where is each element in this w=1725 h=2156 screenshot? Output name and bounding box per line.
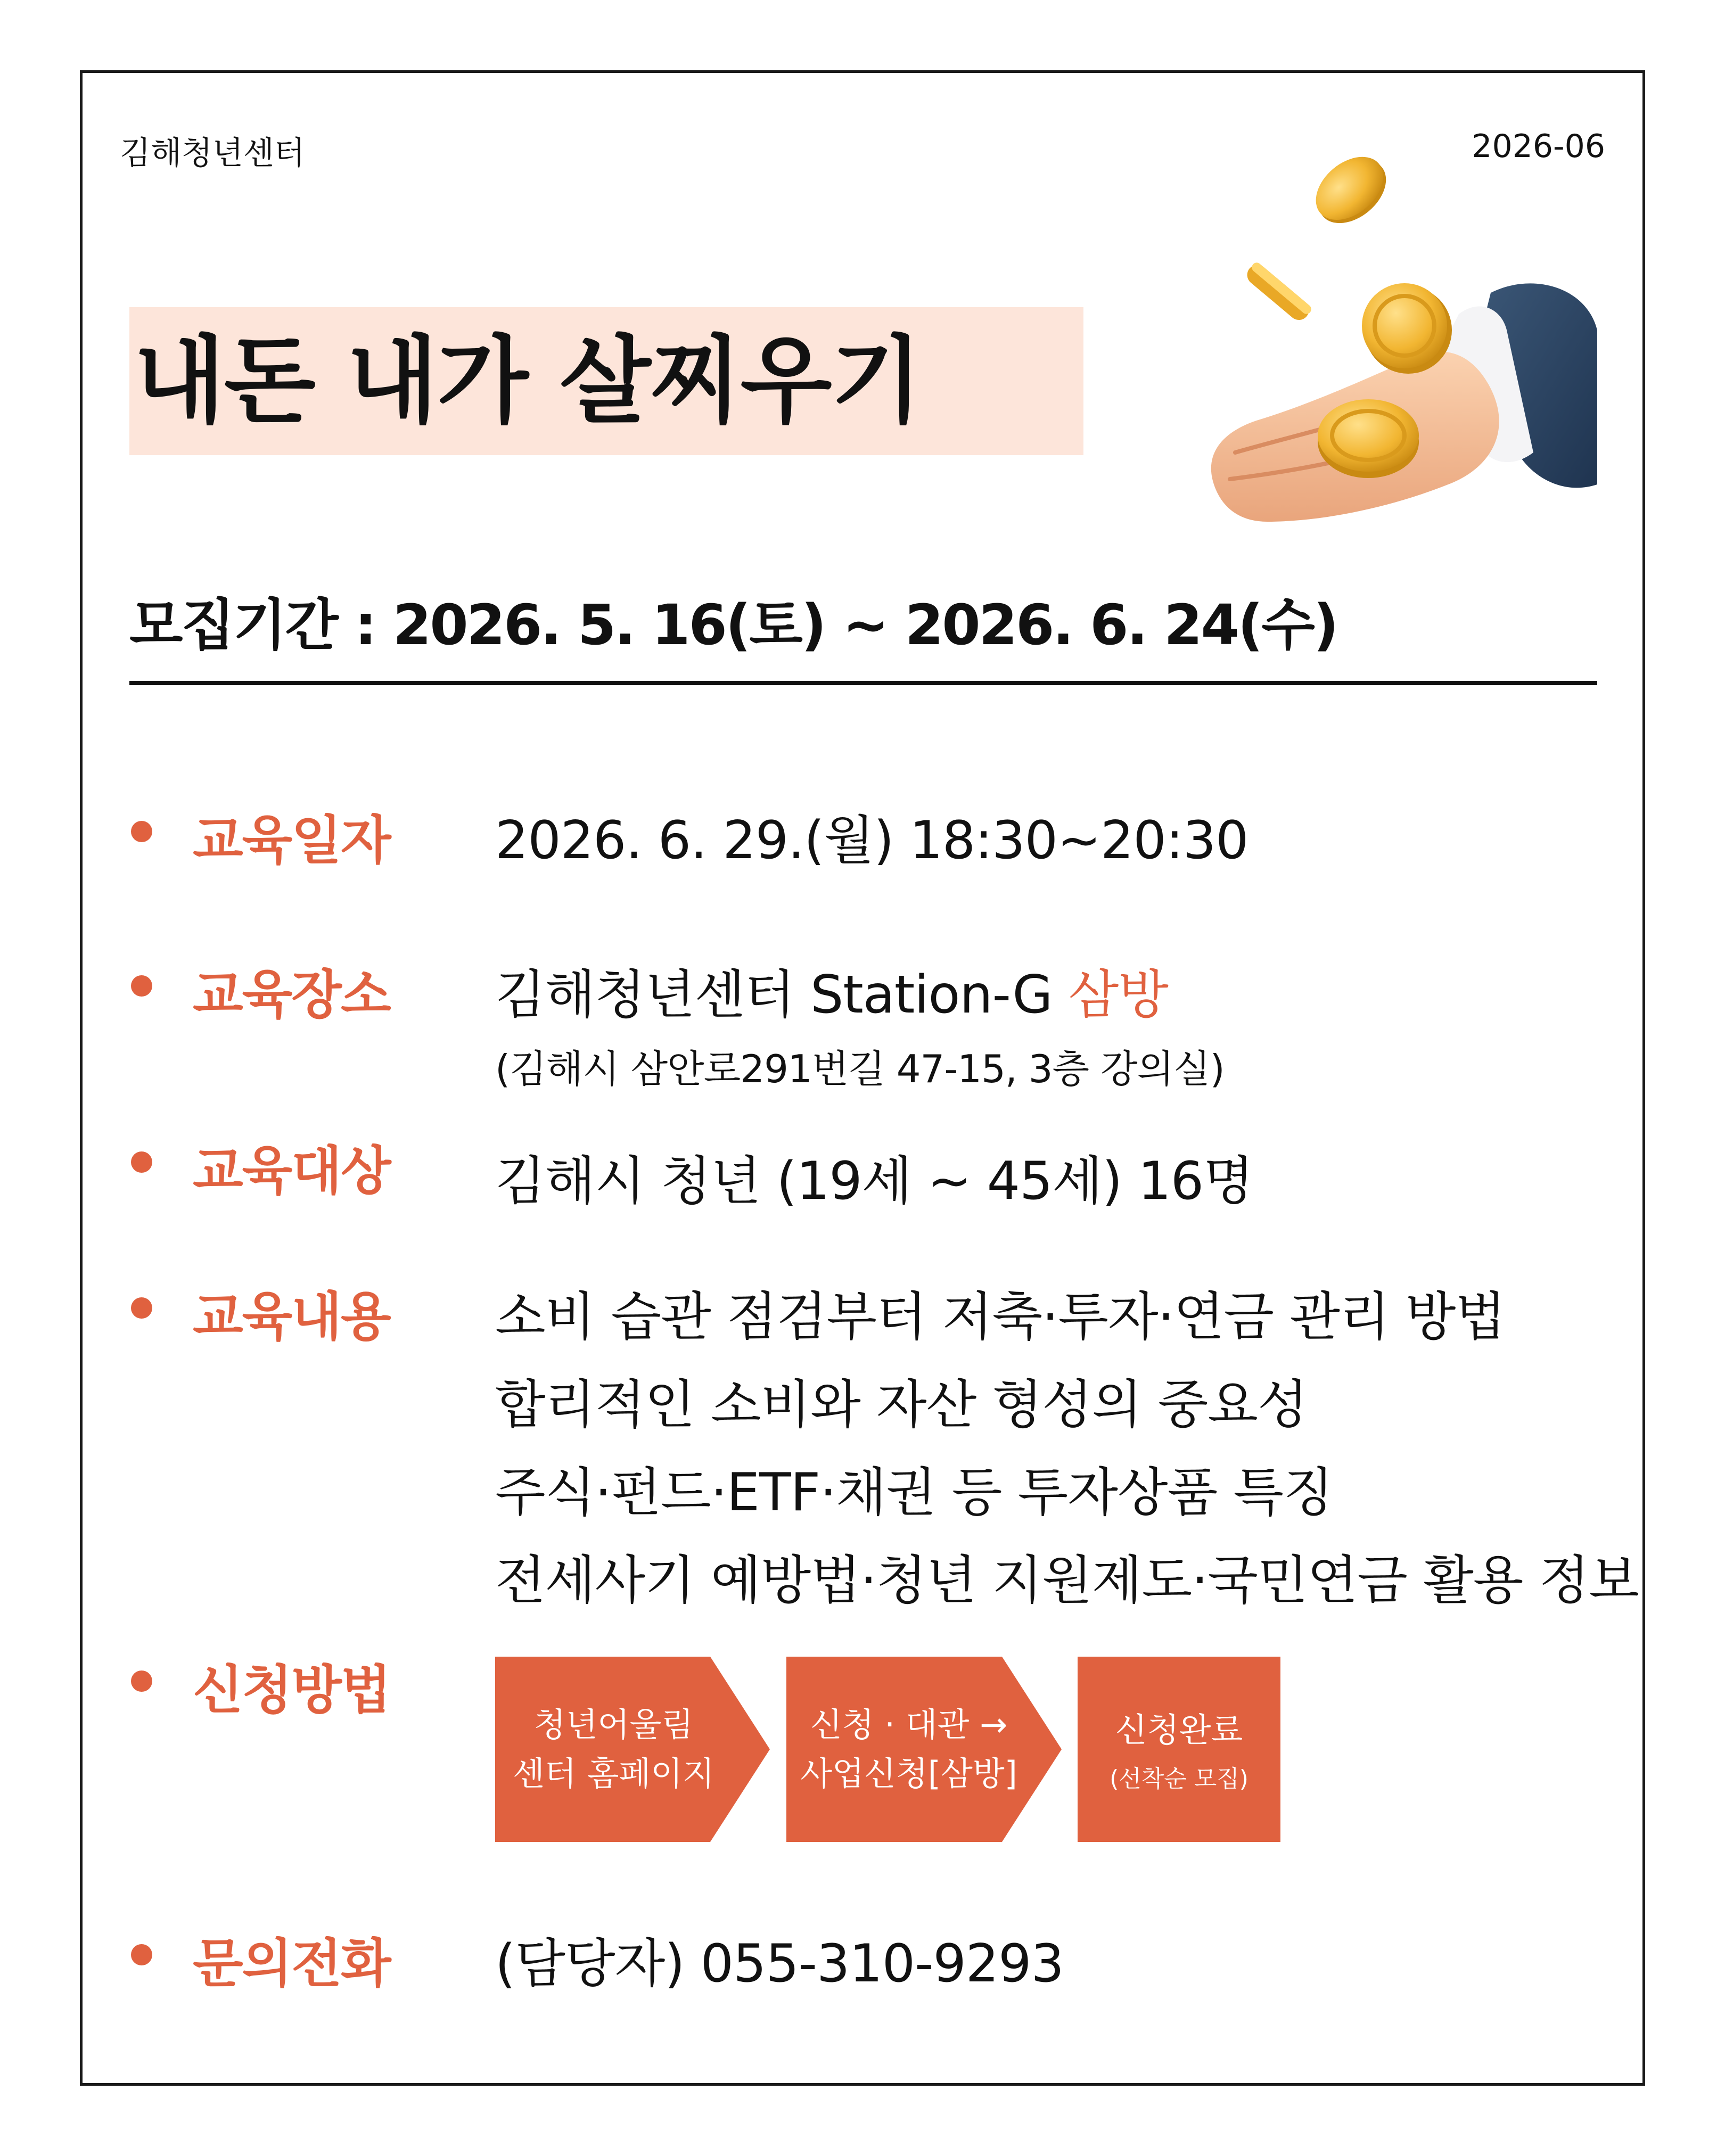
step-3-line2: (선착순 모집) (1110, 1765, 1248, 1792)
step-1-line1: 청년어울림 (533, 1705, 694, 1744)
value-place (495, 953, 1168, 1028)
recruitment-period: 모집기간 : 2026. 5. 16(토) ~ 2026. 6. 24(수) (129, 593, 1337, 657)
value-contact: (담당자) 055-310-9293 (495, 1933, 1064, 1994)
value-address: (김해시 삼안로291번길 47-15, 3층 강의실) (495, 1047, 1225, 1091)
value-target: 김해시 청년 (19세 ~ 45세) 16명 (495, 1151, 1253, 1212)
step-1-line2: 센터 홈페이지 (512, 1754, 715, 1793)
label-contact: 문의전화 (193, 1933, 390, 1994)
place-name: 김해청년센터 Station-G (495, 965, 1069, 1025)
content-line: 소비 습관 점검부터 저축·투자·연금 관리 방법 (495, 1287, 1506, 1347)
content-line: 전세사기 예방법·청년 지원제도·국민연금 활용 정보 (495, 1550, 1639, 1611)
hand-coins-illustration (1193, 154, 1597, 548)
label-place: 교육장소 (193, 965, 390, 1025)
divider (129, 681, 1597, 685)
value-date: 2026. 6. 29.(월) 18:30~20:30 (495, 810, 1248, 871)
label-apply: 신청방법 (193, 1660, 390, 1721)
issue-date: 2026-06 (1472, 128, 1605, 165)
content-line: 합리적인 소비와 자산 형성의 중요성 (495, 1375, 1308, 1435)
step-2-line1: 신청 · 대관 → (810, 1705, 1008, 1744)
apply-steps (495, 1657, 1347, 1842)
bullet-dot (131, 1297, 152, 1319)
page-title: 내돈 내가 살찌우기 (134, 326, 922, 436)
label-target: 교육대상 (193, 1141, 390, 1202)
bullet-dot (131, 1671, 152, 1692)
step-2 (786, 1700, 1031, 1798)
bullet-dot (131, 975, 152, 997)
place-room: 삼방 (1068, 965, 1168, 1025)
step-3 (1078, 1706, 1280, 1804)
step-2-line2: 사업신청[삼방] (800, 1754, 1017, 1793)
bullet-dot (131, 1944, 152, 1965)
label-content: 교육내용 (193, 1287, 390, 1347)
bullet-dot (131, 821, 152, 842)
label-date: 교육일자 (193, 810, 390, 871)
bullet-dot (131, 1151, 152, 1173)
step-1 (495, 1700, 732, 1798)
content-line: 주식·펀드·ETF·채권 등 투자상품 특징 (495, 1462, 1333, 1523)
step-3-line1: 신청완료 (1115, 1710, 1243, 1749)
organization-name: 김해청년센터 (120, 135, 305, 172)
coin-on-palm (1318, 399, 1419, 478)
